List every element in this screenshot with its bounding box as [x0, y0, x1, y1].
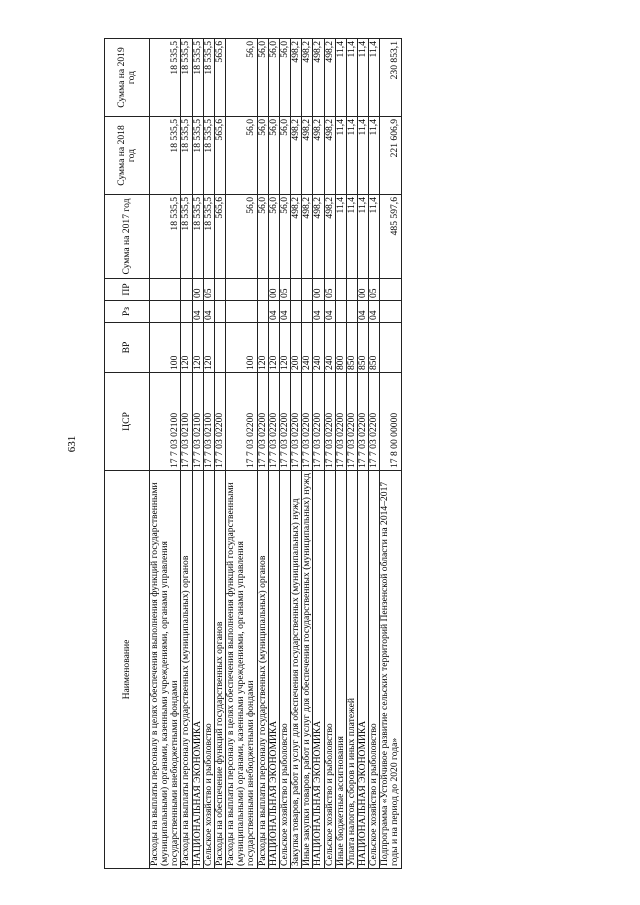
cell-vr: 850 — [357, 323, 368, 373]
cell-pr — [291, 279, 302, 301]
cell-csr: 17 7 03 02200 — [257, 373, 268, 471]
cell-vr: 120 — [203, 323, 214, 373]
header-vr: ВР — [105, 323, 150, 373]
table-row — [214, 39, 225, 869]
cell-name: Сельское хозяйство и рыболовство — [324, 471, 335, 869]
cell-s2018: 18 535,5 — [181, 117, 192, 195]
cell-vr: 850 — [369, 323, 380, 373]
cell-csr: 17 7 03 02200 — [313, 373, 324, 471]
cell-rz — [335, 301, 346, 323]
table-row — [181, 39, 192, 869]
table-body — [150, 39, 402, 869]
table-row — [279, 39, 290, 869]
cell-vr: 120 — [268, 323, 279, 373]
cell-rz — [291, 301, 302, 323]
cell-csr: 17 7 03 02200 — [324, 373, 335, 471]
cell-s2018: 498,2 — [313, 117, 324, 195]
cell-s2017: 18 535,5 — [203, 195, 214, 279]
cell-csr: 17 7 03 02100 — [181, 373, 192, 471]
cell-rz — [380, 301, 401, 323]
cell-csr: 17 7 03 02100 — [192, 373, 203, 471]
cell-s2017: 565,6 — [214, 195, 225, 279]
cell-name: Расходы на обеспечение функций государственных органов — [214, 471, 225, 869]
cell-s2019: 18 535,5 — [150, 39, 181, 117]
cell-vr: 850 — [346, 323, 357, 373]
cell-s2018: 221 606,9 — [380, 117, 401, 195]
header-csr: ЦСР — [105, 373, 150, 471]
cell-pr — [346, 279, 357, 301]
cell-name: Иные бюджетные ассигнования — [335, 471, 346, 869]
cell-pr — [335, 279, 346, 301]
cell-s2017: 18 535,5 — [192, 195, 203, 279]
header-sum-2019: Сумма на 2019 год — [105, 39, 150, 117]
cell-csr: 17 7 03 02200 — [268, 373, 279, 471]
cell-s2018: 56,0 — [268, 117, 279, 195]
cell-s2017: 498,2 — [324, 195, 335, 279]
cell-s2017: 498,2 — [313, 195, 324, 279]
cell-s2017: 56,0 — [226, 195, 257, 279]
cell-vr: 200 — [291, 323, 302, 373]
table-row — [346, 39, 357, 869]
cell-s2017: 56,0 — [268, 195, 279, 279]
cell-s2019: 230 853,1 — [380, 39, 401, 117]
cell-vr: 120 — [279, 323, 290, 373]
cell-s2017: 498,2 — [291, 195, 302, 279]
cell-s2018: 11,4 — [357, 117, 368, 195]
table-row — [324, 39, 335, 869]
cell-s2019: 498,2 — [291, 39, 302, 117]
rotated-table-wrapper — [104, 39, 574, 869]
budget-table — [104, 38, 402, 869]
cell-s2017: 18 535,5 — [181, 195, 192, 279]
cell-csr: 17 7 03 02100 — [203, 373, 214, 471]
cell-pr: 00 — [268, 279, 279, 301]
cell-s2019: 56,0 — [257, 39, 268, 117]
cell-name: Расходы на выплаты персоналу в целях обеспечения выполнения функций государственными (муниципальными) органами, казенными учреждениями, органами управления государственными внебюджетными фондами — [150, 471, 181, 869]
cell-s2018: 11,4 — [335, 117, 346, 195]
cell-s2018: 56,0 — [279, 117, 290, 195]
cell-csr: 17 7 03 02200 — [214, 373, 225, 471]
cell-rz: 04 — [192, 301, 203, 323]
cell-name: Расходы на выплаты персоналу государственных (муниципальных) органов — [181, 471, 192, 869]
cell-s2018: 11,4 — [369, 117, 380, 195]
table-row — [369, 39, 380, 869]
cell-name: НАЦИОНАЛЬНАЯ ЭКОНОМИКА — [313, 471, 324, 869]
cell-s2018: 11,4 — [346, 117, 357, 195]
cell-pr — [257, 279, 268, 301]
cell-name: Сельское хозяйство и рыболовство — [203, 471, 214, 869]
cell-vr: 100 — [150, 323, 181, 373]
table-row — [291, 39, 302, 869]
cell-name: Расходы на выплаты персоналу в целях обеспечения выполнения функций государственными (муниципальными) органами, казенными учреждениями, органами управления государственными внебюджетными фондами — [226, 471, 257, 869]
cell-s2017: 56,0 — [257, 195, 268, 279]
cell-rz: 04 — [203, 301, 214, 323]
cell-pr: 05 — [324, 279, 335, 301]
cell-s2017: 11,4 — [357, 195, 368, 279]
cell-s2019: 18 535,5 — [181, 39, 192, 117]
cell-pr — [150, 279, 181, 301]
cell-pr: 05 — [203, 279, 214, 301]
table-row — [192, 39, 203, 869]
cell-s2019: 498,2 — [313, 39, 324, 117]
cell-name: НАЦИОНАЛЬНАЯ ЭКОНОМИКА — [357, 471, 368, 869]
cell-rz: 04 — [324, 301, 335, 323]
cell-csr: 17 7 03 02200 — [279, 373, 290, 471]
cell-rz — [150, 301, 181, 323]
cell-s2018: 18 535,5 — [192, 117, 203, 195]
cell-s2017: 498,2 — [302, 195, 313, 279]
cell-pr: 00 — [192, 279, 203, 301]
cell-s2019: 498,2 — [302, 39, 313, 117]
cell-csr: 17 7 03 02200 — [226, 373, 257, 471]
cell-csr: 17 7 03 02200 — [369, 373, 380, 471]
cell-name: Закупка товаров, работ и услуг для обеспечения государственных (муниципальных) нужд — [291, 471, 302, 869]
cell-s2019: 18 535,5 — [203, 39, 214, 117]
cell-s2017: 56,0 — [279, 195, 290, 279]
cell-rz: 04 — [279, 301, 290, 323]
cell-pr: 05 — [369, 279, 380, 301]
cell-s2019: 56,0 — [279, 39, 290, 117]
cell-vr: 100 — [226, 323, 257, 373]
cell-vr: 800 — [335, 323, 346, 373]
cell-pr: 05 — [279, 279, 290, 301]
header-sum-2017: Сумма на 2017 год — [105, 195, 150, 279]
cell-vr: 240 — [324, 323, 335, 373]
table-row — [150, 39, 181, 869]
cell-s2019: 565,6 — [214, 39, 225, 117]
cell-name: Расходы на выплаты персоналу государственных (муниципальных) органов — [257, 471, 268, 869]
header-pr: ПР — [105, 279, 150, 301]
cell-rz — [257, 301, 268, 323]
table-row — [302, 39, 313, 869]
cell-vr — [214, 323, 225, 373]
cell-s2017: 11,4 — [346, 195, 357, 279]
cell-vr: 120 — [181, 323, 192, 373]
cell-rz — [346, 301, 357, 323]
cell-rz: 04 — [268, 301, 279, 323]
cell-s2018: 498,2 — [324, 117, 335, 195]
cell-pr — [302, 279, 313, 301]
cell-s2019: 11,4 — [357, 39, 368, 117]
cell-s2018: 56,0 — [226, 117, 257, 195]
cell-pr — [380, 279, 401, 301]
cell-csr: 17 7 03 02200 — [346, 373, 357, 471]
table-row — [380, 39, 401, 869]
cell-csr: 17 7 03 02200 — [357, 373, 368, 471]
cell-csr: 17 7 03 02200 — [335, 373, 346, 471]
cell-s2019: 56,0 — [268, 39, 279, 117]
cell-s2019: 11,4 — [346, 39, 357, 117]
table-row — [357, 39, 368, 869]
cell-s2018: 56,0 — [257, 117, 268, 195]
cell-s2018: 498,2 — [291, 117, 302, 195]
header-rz: Рз — [105, 301, 150, 323]
cell-pr — [226, 279, 257, 301]
cell-s2018: 18 535,5 — [203, 117, 214, 195]
cell-rz: 04 — [357, 301, 368, 323]
cell-s2019: 11,4 — [369, 39, 380, 117]
cell-rz — [214, 301, 225, 323]
table-row — [257, 39, 268, 869]
cell-rz — [302, 301, 313, 323]
cell-csr: 17 8 00 00000 — [380, 373, 401, 471]
cell-csr: 17 7 03 02100 — [150, 373, 181, 471]
cell-pr: 00 — [357, 279, 368, 301]
cell-rz: 04 — [313, 301, 324, 323]
table-row — [268, 39, 279, 869]
cell-s2019: 56,0 — [226, 39, 257, 117]
cell-name: Сельское хозяйство и рыболовство — [279, 471, 290, 869]
cell-vr: 120 — [192, 323, 203, 373]
cell-name: Подпрограмма «Устойчивое развитие сельских территорий Пензенской области на 2014–2017 годы и на период до 2020 года» — [380, 471, 401, 869]
cell-s2018: 18 535,5 — [150, 117, 181, 195]
table-row — [335, 39, 346, 869]
table-row — [226, 39, 257, 869]
cell-vr: 240 — [302, 323, 313, 373]
cell-name: Уплата налогов, сборов и иных платежей — [346, 471, 357, 869]
header-sum-2018: Сумма на 2018 год — [105, 117, 150, 195]
cell-s2018: 565,6 — [214, 117, 225, 195]
cell-s2017: 18 535,5 — [150, 195, 181, 279]
header-row — [105, 39, 150, 869]
cell-vr: 120 — [257, 323, 268, 373]
table-row — [203, 39, 214, 869]
cell-s2019: 498,2 — [324, 39, 335, 117]
cell-rz — [181, 301, 192, 323]
cell-csr: 17 7 03 02200 — [291, 373, 302, 471]
cell-pr — [181, 279, 192, 301]
cell-s2017: 11,4 — [335, 195, 346, 279]
cell-rz: 04 — [369, 301, 380, 323]
cell-s2019: 18 535,5 — [192, 39, 203, 117]
cell-s2017: 11,4 — [369, 195, 380, 279]
table-row — [313, 39, 324, 869]
cell-vr: 240 — [313, 323, 324, 373]
cell-name: Иные закупки товаров, работ и услуг для обеспечения государственных (муниципальных) нужд — [302, 471, 313, 869]
cell-s2017: 485 597,6 — [380, 195, 401, 279]
cell-name: НАЦИОНАЛЬНАЯ ЭКОНОМИКА — [192, 471, 203, 869]
header-name: Наименование — [105, 471, 150, 869]
cell-vr — [380, 323, 401, 373]
cell-pr: 00 — [313, 279, 324, 301]
cell-csr: 17 7 03 02200 — [302, 373, 313, 471]
cell-name: Сельское хозяйство и рыболовство — [369, 471, 380, 869]
cell-rz — [226, 301, 257, 323]
cell-name: НАЦИОНАЛЬНАЯ ЭКОНОМИКА — [268, 471, 279, 869]
cell-pr — [214, 279, 225, 301]
cell-s2018: 498,2 — [302, 117, 313, 195]
page-number: 631 — [66, 435, 78, 453]
cell-s2019: 11,4 — [335, 39, 346, 117]
